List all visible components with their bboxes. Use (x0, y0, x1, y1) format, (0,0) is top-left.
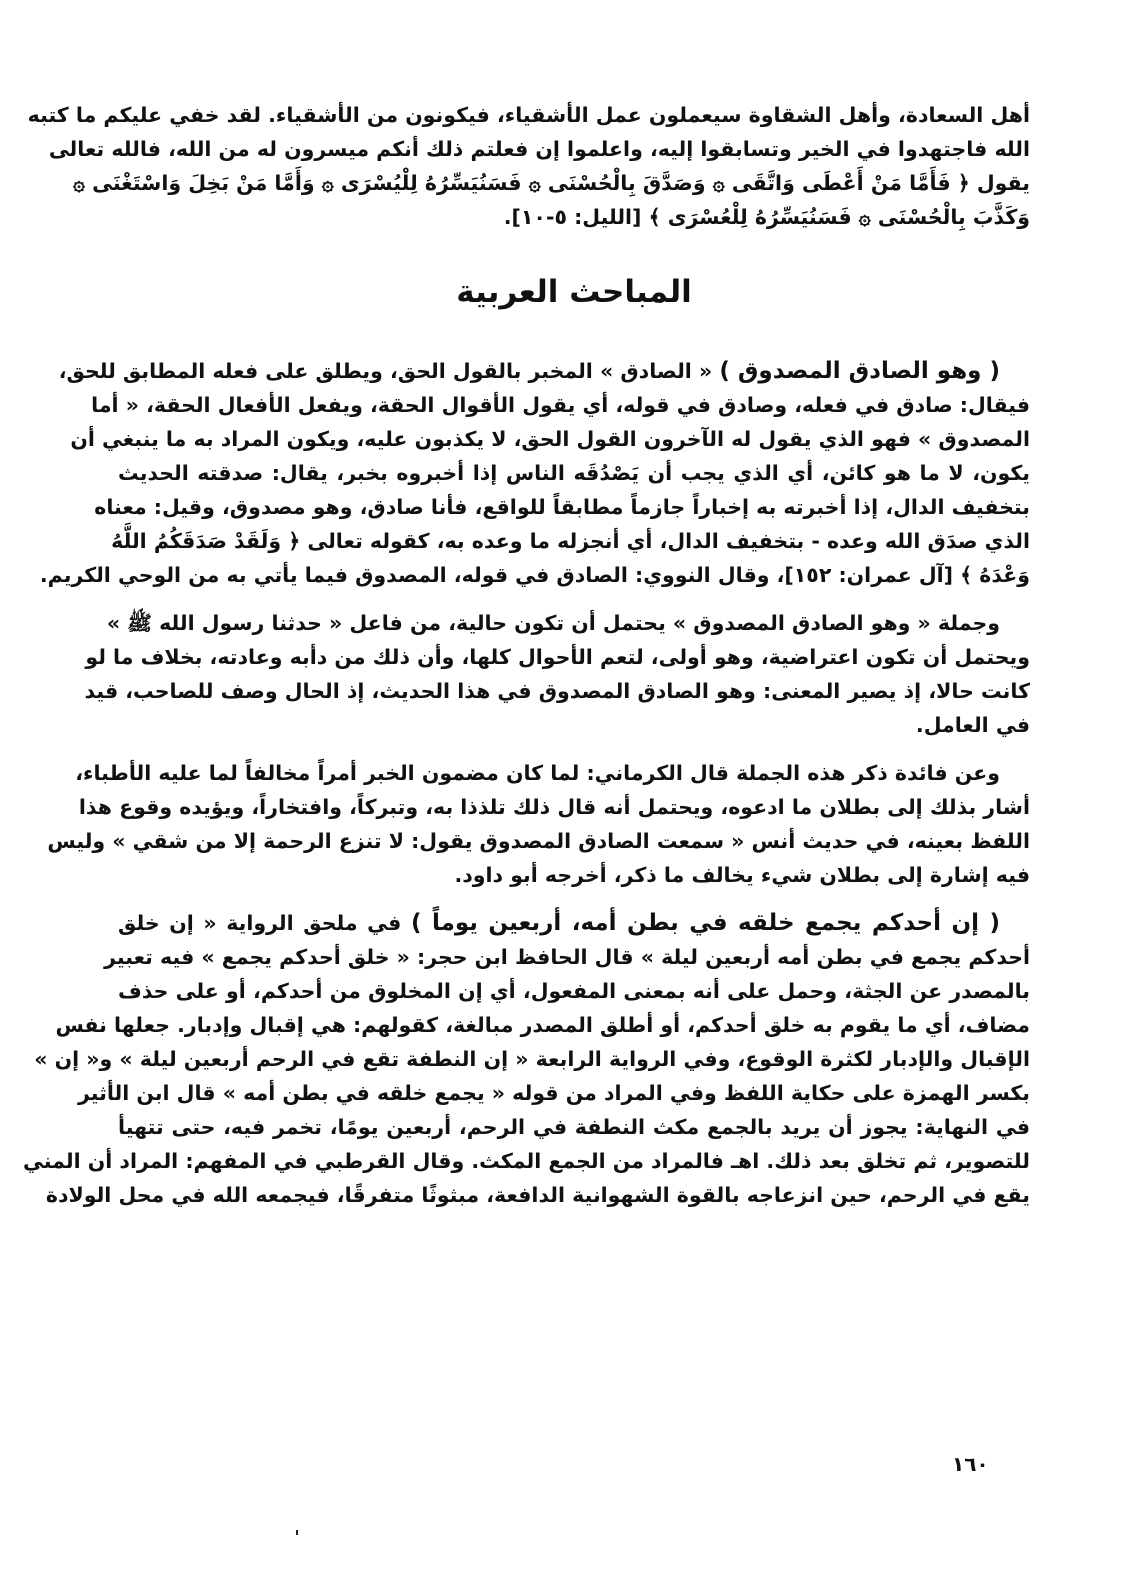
text-line: أشار بذلك إلى بطلان ما ادعوه، ويحتمل أنه قال ذلك تلذذا به، وتبركاً، وافتخاراً، ويؤيده وقوع هذا (78, 795, 1030, 819)
text-line: ويحتمل أن تكون اعتراضية، وهو أولى، لتعم الأحوال كلها، وأن ذلك من دأبه وعادته، بخلاف ما لو (85, 645, 1030, 669)
intro-paragraph (27, 98, 1030, 234)
text-line: وعن فائدة ذكر هذه الجملة قال الكرماني: لما كان مضمون الخبر أمراً مخالفاً لما عليه الأطباء، (75, 761, 1000, 785)
paragraph-jumla (84, 606, 1030, 742)
text-line: ( وهو الصادق المصدوق ) « الصادق » المخبر بالقول الحق، ويطلق على فعله المطابق للحق، (58, 358, 1000, 384)
text-line: بكسر الهمزة على حكاية اللفظ وفي المراد من قوله « يجمع خلقه في بطن أمه » قال ابن الأثير (78, 1081, 1030, 1105)
text-line: مضاف، أي ما يقوم به خلق أحدكم، أو أطلق المصدر مبالغة، كقولهم: هي إقبال وإدبار. جعلها نفس (55, 1013, 1030, 1037)
text-line: للتصوير، ثم تخلق بعد ذلك. اهـ فالمراد من الجمع المكث. وقال القرطبي في المفهم: المراد أن المني (23, 1149, 1030, 1173)
text-line: في النهاية: يجوز أن يريد بالجمع مكث النطفة في الرحم، أربعين يومًا، تخمر فيه، حتى تتهيأ (118, 1115, 1030, 1139)
text-line: وَعْدَهُ ﴾ [آل عمران: ١٥٢]، وقال النووي: الصادق في قوله، المصدوق فيما يأتي به من الوحي الكريم. (39, 563, 1030, 587)
text-line: الإقبال والإدبار لكثرة الوقوع، وفي الرواية الرابعة « إن النطفة تقع في الرحم أربعين ليلة » و« إن » (34, 1047, 1030, 1071)
text-line: بالمصدر عن الجثة، وحمل على أنه بمعنى المفعول، أي إن المخلوق من أحدكم، أو على حذف (118, 979, 1030, 1003)
quran-verse-line: وَكَذَّبَ بِالْحُسْنَى ۞ فَسَنُيَسِّرُهُ لِلْعُسْرَى ﴾ [الليل: ٥-١٠]. (503, 205, 1030, 229)
text-line: فيه إشارة إلى بطلان شيء يخالف ما ذكر، أخرجه أبو داود. (454, 863, 1030, 887)
section-heading: المباحث العربية (456, 274, 692, 310)
bold-lead-phrase: ( إن أحدكم يجمع خلقه في بطن أمه، أربعين يوماً ) (410, 910, 1001, 936)
text-line: الذي صدَق الله وعده - بتخفيف الدال، أي أنجزله ما وعده به، كقوله تعالى ﴿ وَلَقَدْ صَدَقَكُمُ اللَّهُ (111, 529, 1030, 553)
text-line: أحدكم يجمع في بطن أمه أربعين ليلة » قال الحافظ ابن حجر: « خلق أحدكم يجمع » فيه تعبير (104, 945, 1030, 969)
text-line: كانت حالا، إذ يصير المعنى: وهو الصادق المصدوق في هذا الحديث، إذ الحال وصف للصاحب، قيد (84, 679, 1030, 703)
quran-verse-line: يقول ﴿ فَأَمَّا مَنْ أَعْطَى وَاتَّقَى ۞ وَصَدَّقَ بِالْحُسْنَى ۞ فَسَنُيَسِّرُهُ لِلْيُسْرَى ۞ وَأَمَّا مَنْ بَخِلَ وَاسْتَغْنَى ۞ (72, 171, 1030, 195)
text-line: المصدوق » فهو الذي يقول له الآخرون القول الحق، لا يكذبون عليه، ويكون المراد به ما ينبغي أن (70, 427, 1030, 451)
scan-artifact (296, 1530, 298, 1535)
paragraph-creation (23, 906, 1030, 1212)
paragraph-sadiq-masduq (39, 354, 1030, 592)
text-line: يكون، لا ما هو كائن، أي الذي يجب أن يَصْدُقَه الناس إذا أخبروه بخبر، يقال: صدقته الحديث (118, 461, 1030, 485)
text-line: اللفظ بعينه، في حديث أنس « سمعت الصادق المصدوق يقول: لا تنزع الرحمة إلا من شقي » وليس (47, 829, 1030, 853)
paragraph-kirmani (47, 756, 1030, 892)
page-number: ١٦٠ (952, 1452, 989, 1476)
text-line: فيقال: صادق في فعله، وصادق في قوله، أي يقول الأقوال الحقة، ويفعل الأفعال الحقة، « أما (91, 393, 1030, 417)
text-line: بتخفيف الدال، إذا أخبرته به إخباراً جازماً مطابقاً للواقع، فأنا صادق، وهو مصدوق، وقيل: معناه (94, 495, 1030, 519)
text-line: ( إن أحدكم يجمع خلقه في بطن أمه، أربعين يوماً ) في ملحق الرواية « إن خلق (118, 910, 1001, 936)
bold-lead-phrase: ( وهو الصادق المصدوق ) (719, 358, 1000, 384)
text-line: أهل السعادة، وأهل الشقاوة سيعملون عمل الأشقياء، فيكونون من الأشقياء. لقد خفي عليكم ما كتبه (27, 103, 1030, 127)
book-page (23, 98, 1030, 1226)
text-line: في العامل. (915, 713, 1030, 737)
text-line: يقع في الرحم، حين انزعاجه بالقوة الشهوانية الدافعة، مبثوثًا متفرقًا، فيجمعه الله في محل الولادة (45, 1183, 1030, 1207)
text-line: وجملة « وهو الصادق المصدوق » يحتمل أن تكون حالية، من فاعل « حدثنا رسول الله ﷺ » (106, 611, 1000, 635)
text-line: الله فاجتهدوا في الخير وتسابقوا إليه، واعلموا إن فعلتم ذلك أنكم ميسرون له من الله، فالله تعالى (48, 137, 1030, 161)
